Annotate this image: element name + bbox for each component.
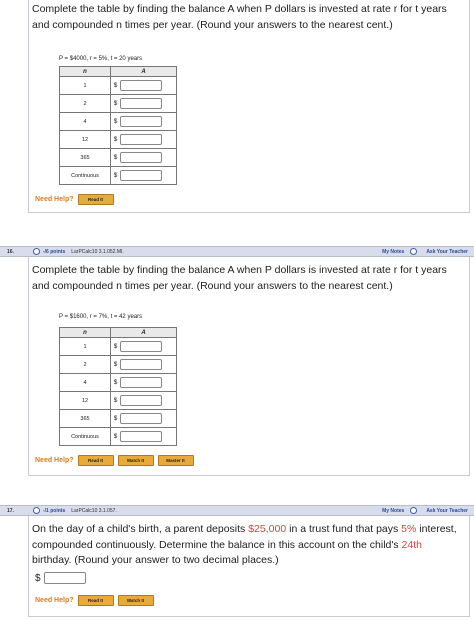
table-row bbox=[60, 356, 177, 374]
balance-cell bbox=[111, 338, 177, 356]
currency-symbol: $ bbox=[113, 81, 118, 89]
balance-answer-input[interactable] bbox=[120, 80, 162, 91]
column-header-a: A bbox=[111, 67, 177, 77]
need-help-row bbox=[35, 595, 154, 606]
balance-answer-input[interactable] bbox=[120, 431, 162, 442]
balance-cell bbox=[111, 113, 177, 131]
compounding-n-cell: 2 bbox=[60, 95, 111, 113]
balance-cell bbox=[111, 149, 177, 167]
compounding-n-cell: 4 bbox=[60, 374, 111, 392]
question-15-panel bbox=[28, 0, 470, 213]
balance-answer-input[interactable] bbox=[44, 572, 86, 584]
balance-cell bbox=[111, 131, 177, 149]
compounding-n-cell: Continuous bbox=[60, 167, 111, 185]
question-16-panel bbox=[28, 257, 470, 476]
compounding-n-cell: 4 bbox=[60, 113, 111, 131]
currency-symbol: $ bbox=[113, 171, 118, 179]
currency-symbol: $ bbox=[113, 414, 118, 422]
balance-cell bbox=[111, 77, 177, 95]
table-row bbox=[60, 428, 177, 446]
balance-cell bbox=[111, 428, 177, 446]
currency-symbol: $ bbox=[35, 572, 41, 584]
points-label: -/1 points bbox=[43, 507, 66, 514]
prompt-text: birthday. (Round your answer to two decimal places.) bbox=[32, 554, 279, 566]
balance-cell bbox=[111, 167, 177, 185]
ask-teacher-link[interactable]: Ask Your Teacher bbox=[426, 507, 468, 514]
birthday-age: 24th bbox=[401, 538, 422, 551]
balance-cell bbox=[111, 356, 177, 374]
currency-symbol: $ bbox=[113, 99, 118, 107]
compounding-n-cell: 2 bbox=[60, 356, 111, 374]
question-16-given-values: P = $1600, r = 7%, t = 42 years bbox=[59, 314, 143, 320]
compounding-n-cell: 12 bbox=[60, 131, 111, 149]
expand-icon[interactable] bbox=[33, 507, 40, 514]
question-16-table bbox=[59, 327, 177, 446]
ask-teacher-icon[interactable] bbox=[410, 248, 417, 255]
compounding-n-cell: Continuous bbox=[60, 428, 111, 446]
currency-symbol: $ bbox=[113, 342, 118, 350]
prompt-text: interest, compounded continuously. Determine the balance in this account on the child's bbox=[32, 523, 457, 551]
watch-it-button[interactable]: Watch It bbox=[118, 455, 154, 466]
prompt-text: On the day of a child's birth, a parent deposits bbox=[32, 523, 249, 535]
question-number: 17. bbox=[7, 507, 14, 514]
currency-symbol: $ bbox=[113, 378, 118, 386]
balance-answer-input[interactable] bbox=[120, 116, 162, 127]
question-15-prompt: Complete the table by finding the balance A when P dollars is invested at rate r for t years and compounded n times per year. (Round your answers to the nearest cent.) bbox=[32, 3, 447, 31]
column-header-n: n bbox=[60, 328, 111, 338]
balance-answer-input[interactable] bbox=[120, 377, 162, 388]
ask-teacher-icon[interactable] bbox=[410, 507, 417, 514]
problem-code: LarPCalc10 3.1.057. bbox=[71, 507, 117, 514]
watch-it-button[interactable]: Watch It bbox=[118, 595, 154, 606]
my-notes-link[interactable]: My Notes bbox=[382, 507, 405, 514]
need-help-label: Need Help? bbox=[35, 457, 74, 464]
header-actions bbox=[382, 248, 474, 255]
question-17-panel bbox=[28, 516, 470, 617]
problem-code: LarPCalc10 3.1.052.MI. bbox=[71, 248, 124, 255]
balance-answer-input[interactable] bbox=[120, 152, 162, 163]
need-help-row bbox=[35, 455, 194, 466]
table-row bbox=[60, 131, 177, 149]
balance-cell bbox=[111, 95, 177, 113]
table-row bbox=[60, 410, 177, 428]
need-help-row bbox=[35, 194, 114, 205]
points-label: -/6 points bbox=[43, 248, 66, 255]
balance-cell bbox=[111, 374, 177, 392]
need-help-label: Need Help? bbox=[35, 196, 74, 203]
deposit-amount: $25,000 bbox=[248, 523, 287, 535]
currency-symbol: $ bbox=[113, 432, 118, 440]
table-row bbox=[60, 77, 177, 95]
need-help-label: Need Help? bbox=[35, 597, 74, 604]
ask-teacher-link[interactable]: Ask Your Teacher bbox=[426, 248, 468, 255]
prompt-text: in a trust fund that pays bbox=[286, 523, 402, 535]
balance-answer-input[interactable] bbox=[120, 395, 162, 406]
balance-answer-input[interactable] bbox=[120, 134, 162, 145]
table-row bbox=[60, 149, 177, 167]
balance-answer-input[interactable] bbox=[120, 341, 162, 352]
table-row bbox=[60, 338, 177, 356]
table-row bbox=[60, 374, 177, 392]
answer-row bbox=[35, 572, 86, 584]
table-row bbox=[60, 95, 177, 113]
currency-symbol: $ bbox=[113, 360, 118, 368]
read-it-button[interactable]: Read It bbox=[78, 595, 114, 606]
compounding-n-cell: 12 bbox=[60, 392, 111, 410]
column-header-a: A bbox=[111, 328, 177, 338]
currency-symbol: $ bbox=[113, 117, 118, 125]
master-it-button[interactable]: Master It bbox=[158, 455, 194, 466]
compounding-n-cell: 365 bbox=[60, 149, 111, 167]
balance-answer-input[interactable] bbox=[120, 170, 162, 181]
read-it-button[interactable]: Read It bbox=[78, 194, 114, 205]
currency-symbol: $ bbox=[113, 135, 118, 143]
table-row bbox=[60, 167, 177, 185]
question-16-prompt: Complete the table by finding the balance A when P dollars is invested at rate r for t years and compounded n times per year. (Round your answers to the nearest cent.) bbox=[32, 264, 447, 292]
column-header-n: n bbox=[60, 67, 111, 77]
expand-icon[interactable] bbox=[33, 248, 40, 255]
question-17-header bbox=[0, 505, 474, 516]
compounding-n-cell: 1 bbox=[60, 77, 111, 95]
balance-answer-input[interactable] bbox=[120, 98, 162, 109]
question-16-header bbox=[0, 246, 474, 257]
compounding-n-cell: 365 bbox=[60, 410, 111, 428]
balance-cell bbox=[111, 392, 177, 410]
question-15-table bbox=[59, 66, 177, 185]
table-row bbox=[60, 113, 177, 131]
balance-answer-input[interactable] bbox=[120, 359, 162, 370]
currency-symbol: $ bbox=[113, 396, 118, 404]
question-15-given-values: P = $4000, r = 5%, t = 20 years bbox=[59, 56, 143, 62]
table-row bbox=[60, 392, 177, 410]
question-17-prompt bbox=[32, 522, 464, 569]
balance-answer-input[interactable] bbox=[120, 413, 162, 424]
question-number: 16. bbox=[7, 248, 14, 255]
my-notes-link[interactable]: My Notes bbox=[382, 248, 405, 255]
compounding-n-cell: 1 bbox=[60, 338, 111, 356]
read-it-button[interactable]: Read It bbox=[78, 455, 114, 466]
header-actions bbox=[382, 507, 474, 514]
currency-symbol: $ bbox=[113, 153, 118, 161]
interest-rate: 5% bbox=[401, 523, 417, 535]
balance-cell bbox=[111, 410, 177, 428]
